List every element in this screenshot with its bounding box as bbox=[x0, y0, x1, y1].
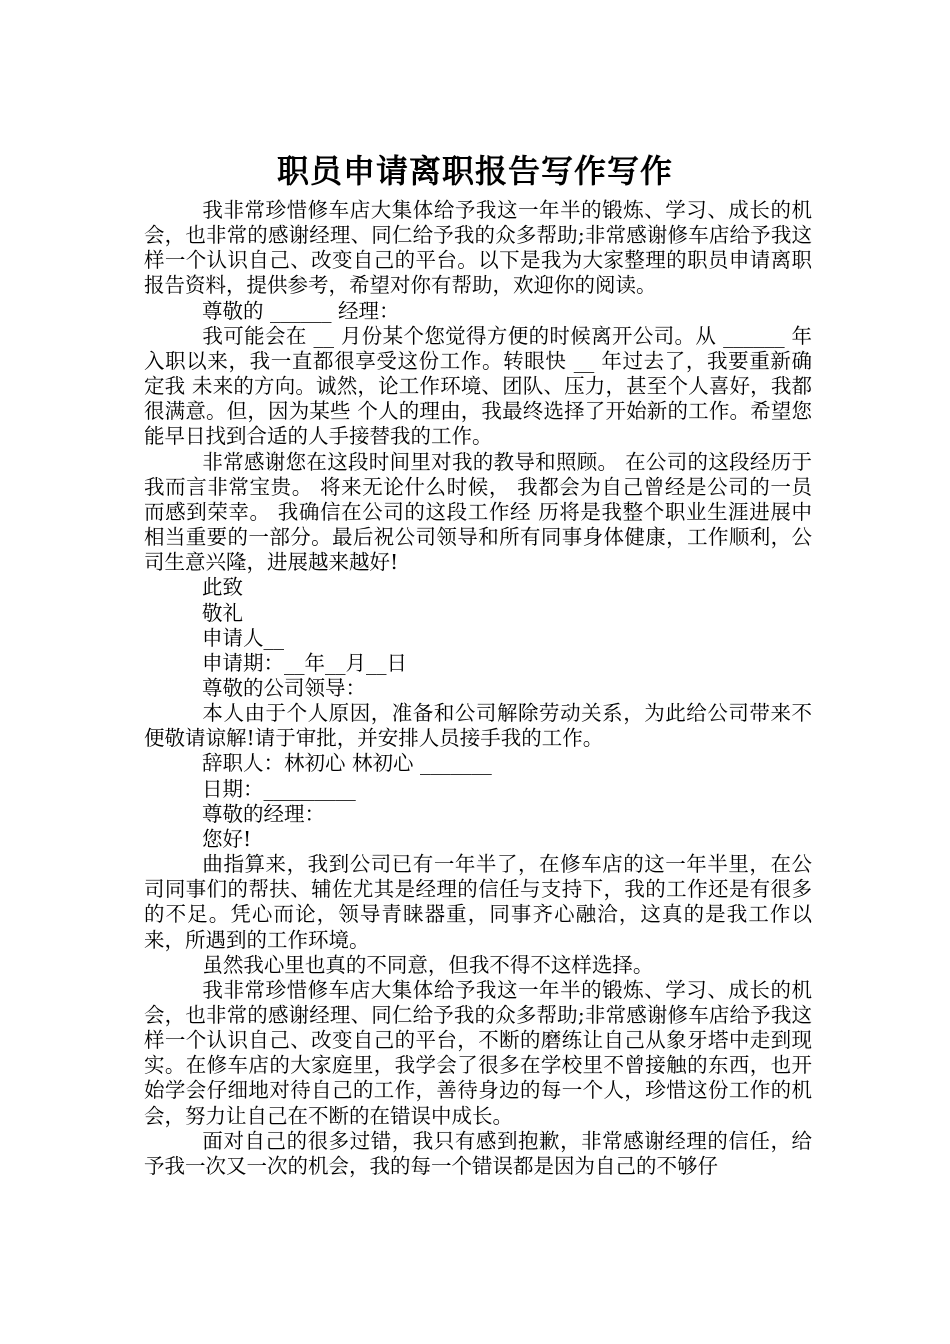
paragraph-intro: 我非常珍惜修车店大集体给予我这一年半的锻炼、学习、成长的机会，也非常的感谢经理、同仁给予我的众多帮助;非常感谢修车店给予我这样一个认识自己、改变自己的平台。以下是我为大家整理的职员申请离职报告资料，提供参考，希望对你有帮助，欢迎你的阅读。 bbox=[144, 198, 812, 298]
resigner-line: 辞职人：林初心 林初心 _______ bbox=[202, 751, 492, 776]
paragraph-thanks: 非常感谢您在这段时间里对我的教导和照顾。 在公司的这段经历于我而言非常宝贵。 将来无论什么时候， 我都会为自己曾经是公司的一员而感到荣幸。 我确信在公司的这段工作经 历将是我整个职业生涯进展中相当重要的一部分。最后祝公司领导和所有同事身体健康，工作顺利，公司生意兴隆，进展越来越好! bbox=[144, 449, 812, 575]
applicant-line: 申请人__ bbox=[202, 625, 284, 650]
closing-cizhi: 此致 bbox=[202, 575, 243, 600]
document-title: 职员申请离职报告写作写作 bbox=[276, 152, 673, 191]
apply-date-line: 申请期：__年__月__日 bbox=[202, 650, 407, 675]
document-body bbox=[144, 198, 812, 1179]
paragraph-choice: 虽然我心里也真的不同意，但我不得不这样选择。 bbox=[202, 952, 654, 977]
paragraph-apology: 面对自己的很多过错，我只有感到抱歉，非常感谢经理的信任，给予我一次又一次的机会，我的每一个错误都是因为自己的不够仔 bbox=[144, 1128, 812, 1178]
date-line: 日期：_________ bbox=[202, 776, 356, 801]
paragraph-gratitude: 我非常珍惜修车店大集体给予我这一年半的锻炼、学习、成长的机会，也非常的感谢经理、同仁给予我的众多帮助;非常感谢修车店给予我这样一个认识自己、改变自己的平台，不断的磨练让自己从象牙塔中走到现实。在修车店的大家庭里，我学会了很多在学校里不曾接触的东西，也开始学会仔细地对待自己的工作，善待身边的每一个人，珍惜这份工作的机会，努力让自己在不断的在错误中成长。 bbox=[144, 977, 812, 1128]
salutation-manager-2: 尊敬的经理： bbox=[202, 801, 325, 826]
paragraph-leave-notice: 我可能会在 __ 月份某个您觉得方便的时候离开公司。从 ______ 年入职以来，我一直都很享受这份工作。转眼快 __ 年过去了，我要重新确定我 未来的方向。诚然，论工作环境、团队、压力，甚至个人喜好，我都很满意。但，因为某些 个人的理由，我最终选择了开始新的工作。希望您能早日找到合适的人手接替我的工作。 bbox=[144, 323, 812, 449]
salutation-manager: 尊敬的 ______ 经理： bbox=[202, 298, 400, 323]
closing-jingli: 敬礼 bbox=[202, 600, 243, 625]
greeting: 您好! bbox=[202, 826, 252, 851]
salutation-company: 尊敬的公司领导： bbox=[202, 675, 366, 700]
paragraph-reflection: 曲指算来，我到公司已有一年半了，在修车店的这一年半里，在公司同事们的帮扶、辅佐尤其是经理的信任与支持下，我的工作还是有很多的不足。凭心而论，领导青睐器重，同事齐心融洽，这真的是我工作以来，所遇到的工作环境。 bbox=[144, 852, 812, 952]
paragraph-personal-reason: 本人由于个人原因，准备和公司解除劳动关系，为此给公司带来不便敬请谅解!请于审批，并安排人员接手我的工作。 bbox=[144, 701, 812, 751]
